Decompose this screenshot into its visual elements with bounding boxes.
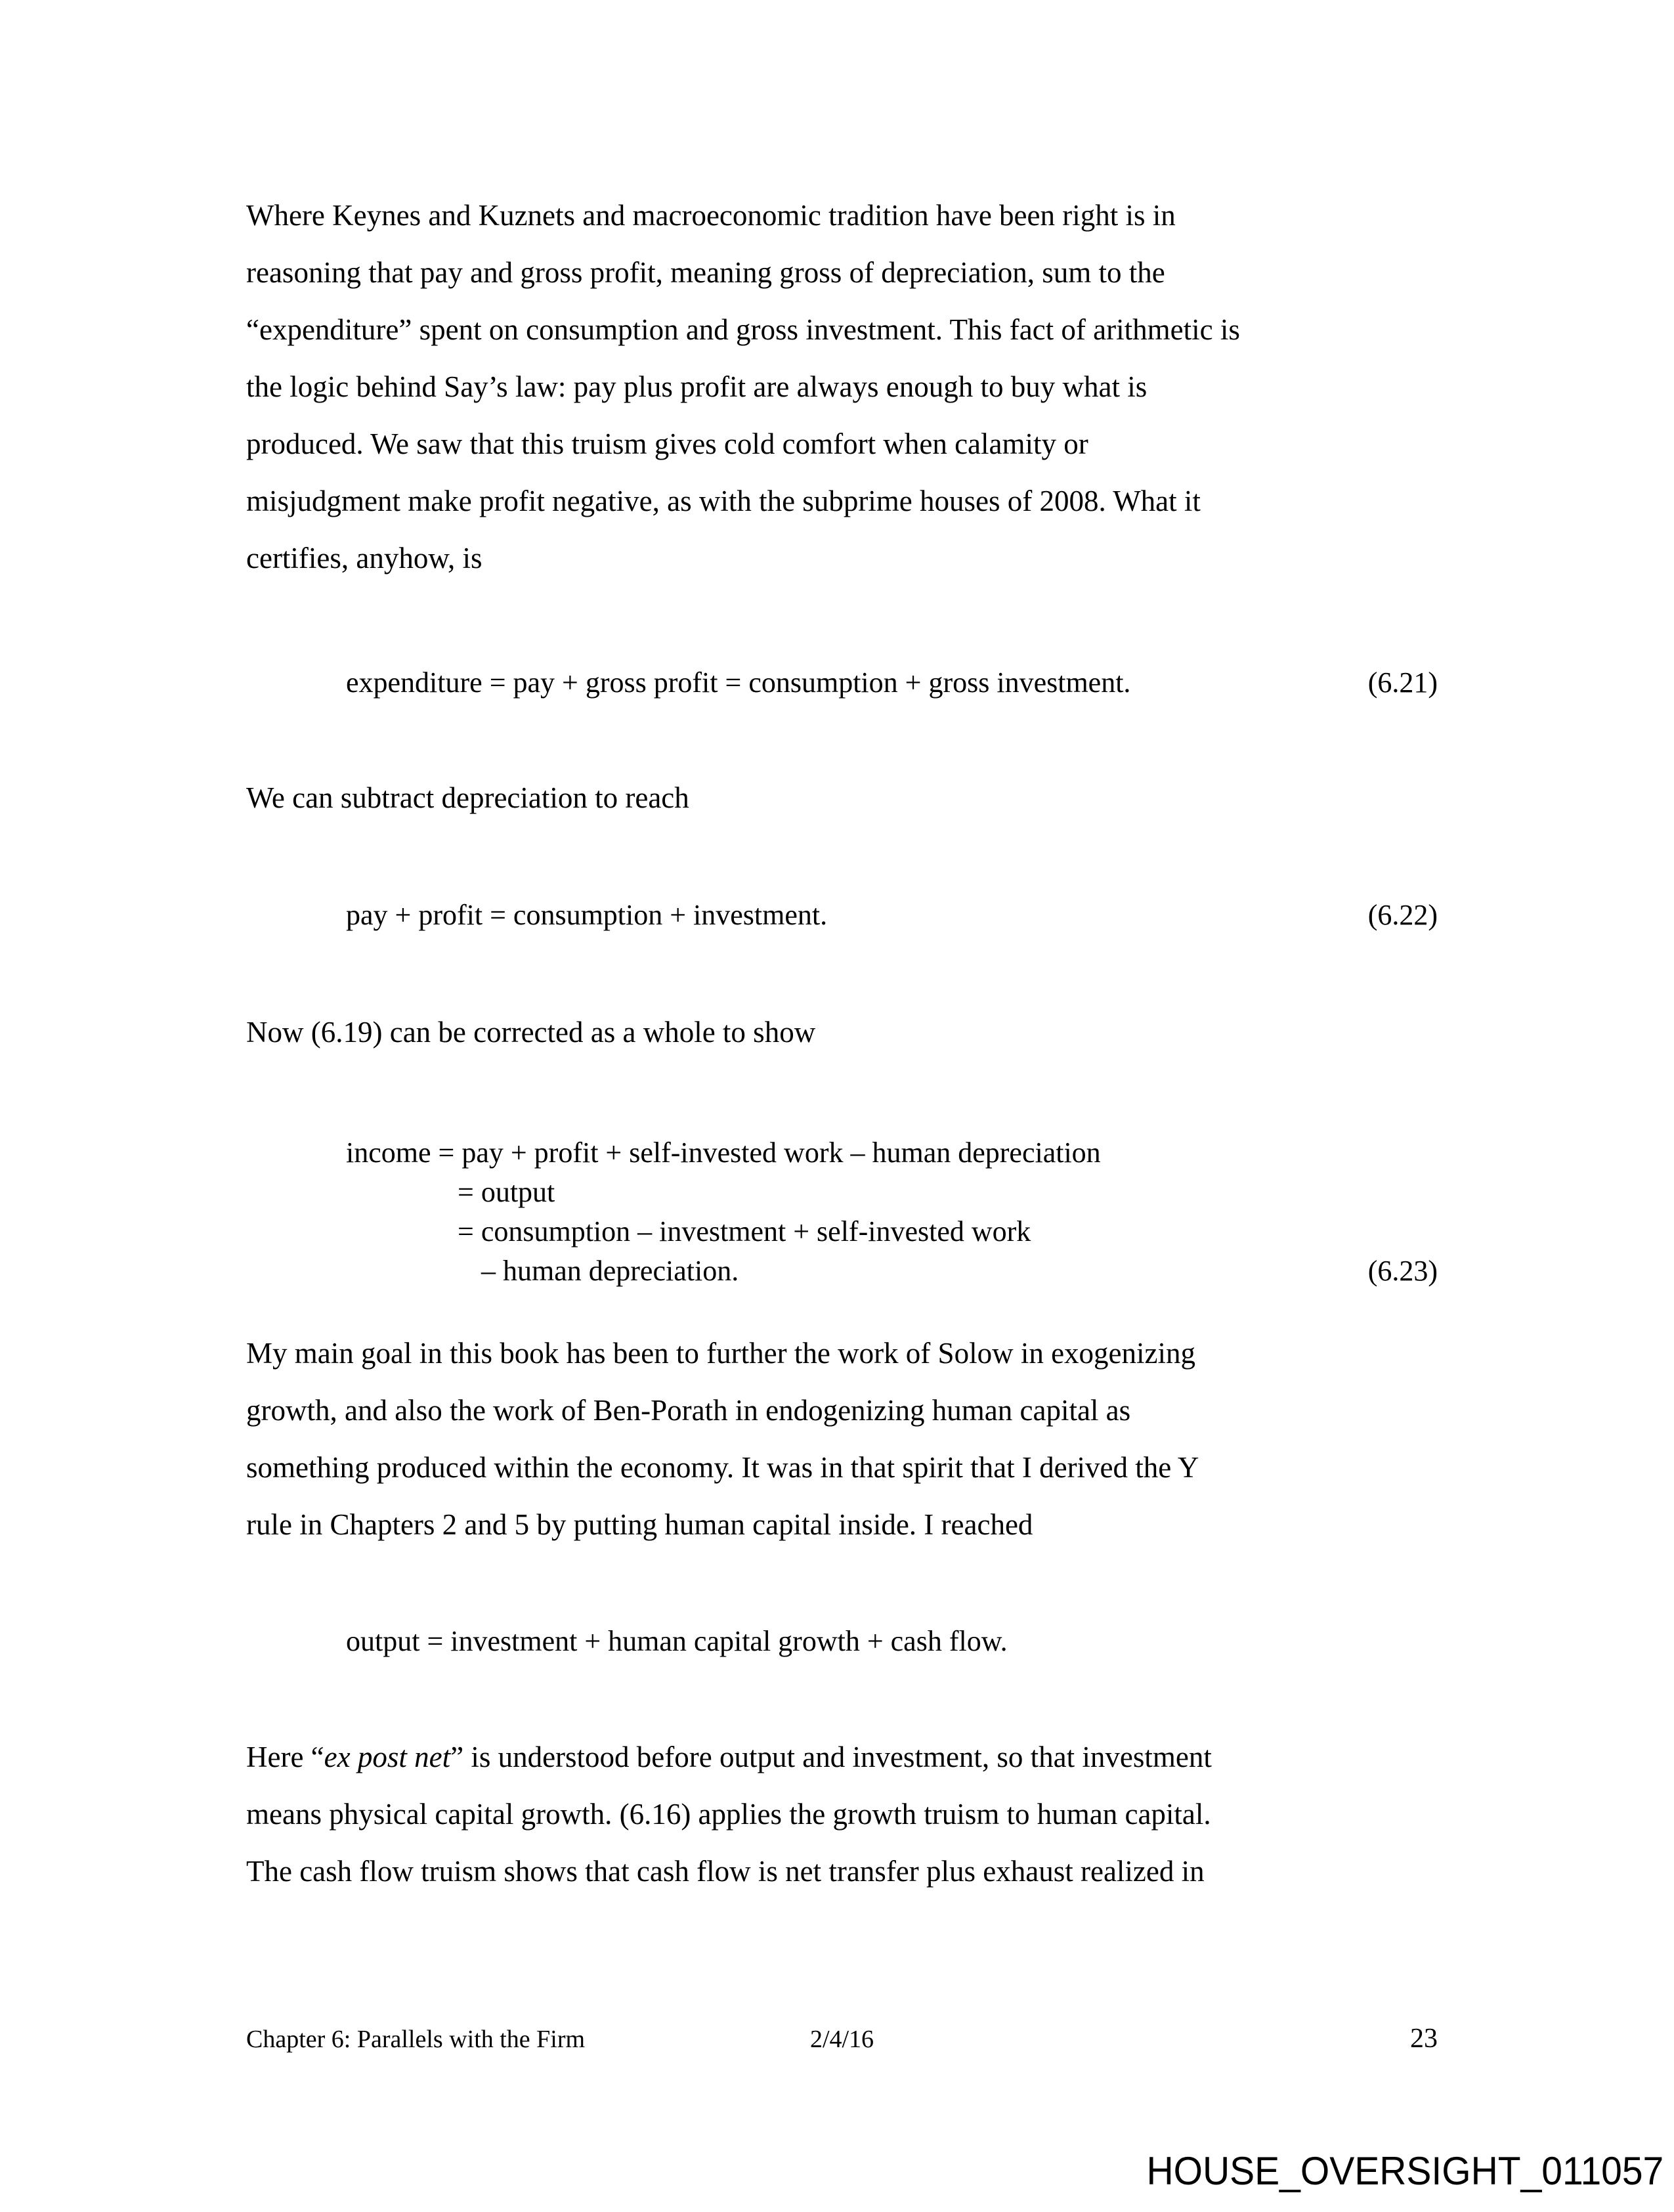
paragraph-text: Here “	[246, 1741, 324, 1773]
italic-phrase: ex post net	[324, 1741, 451, 1773]
equation-6-23-line4: – human depreciation.	[481, 1255, 739, 1287]
equation-6-23-line2: = output	[458, 1176, 555, 1208]
paragraph-subtract-depreciation	[246, 770, 1438, 827]
equation-output-body: output = investment + human capital growth + cash flow.	[346, 1625, 1008, 1657]
paragraph-line: rule in Chapters 2 and 5 by putting human capital inside. I reached	[246, 1508, 1033, 1541]
equation-6-21	[246, 654, 1438, 711]
equation-6-22-number: (6.22)	[1367, 899, 1438, 931]
paragraph-line: Now (6.19) can be corrected as a whole to show	[246, 1016, 816, 1049]
equation-6-21-number: (6.21)	[1367, 666, 1438, 699]
paragraph-line: We can subtract depreciation to reach	[246, 781, 689, 814]
equation-6-22-body: pay + profit = consumption + investment.	[346, 899, 828, 931]
paragraph-line: produced. We saw that this truism gives cold comfort when calamity or	[246, 427, 1088, 460]
paragraph-now-619	[246, 1004, 1438, 1061]
paragraph-line: means physical capital growth. (6.16) applies the growth truism to human capital.	[246, 1798, 1211, 1831]
paragraph-line: The cash flow truism shows that cash flow is net transfer plus exhaust realized in	[246, 1855, 1205, 1888]
paragraph-line: the logic behind Say’s law: pay plus profit are always enough to buy what is	[246, 370, 1148, 403]
page-footer	[246, 2022, 1438, 2056]
equation-6-23-number: (6.23)	[1367, 1255, 1438, 1287]
paragraph-line: something produced within the economy. It was in that spirit that I derived the Y	[246, 1451, 1199, 1484]
equation-6-23	[246, 1133, 1438, 1291]
equation-6-23-line1: income = pay + profit + self-invested work – human depreciation	[346, 1137, 1101, 1169]
paragraph-line: certifies, anyhow, is	[246, 542, 483, 575]
footer-chapter-title: Chapter 6: Parallels with the Firm	[246, 2026, 586, 2053]
paragraph-ex-post-net	[246, 1729, 1438, 1900]
paragraph-line: My main goal in this book has been to further the work of Solow in exogenizing	[246, 1337, 1195, 1370]
paragraph-line: Where Keynes and Kuznets and macroeconomic tradition have been right is in	[246, 199, 1176, 232]
footer-page-number: 23	[1410, 2024, 1438, 2054]
paragraph-line	[246, 1729, 1438, 1786]
bates-stamp-watermark: HOUSE_OVERSIGHT_011057	[1146, 2149, 1663, 2193]
paragraph-line: growth, and also the work of Ben-Porath in endogenizing human capital as	[246, 1394, 1131, 1427]
footer-date: 2/4/16	[809, 2026, 874, 2053]
equation-6-23-line3: = consumption – investment + self-invested work	[458, 1215, 1031, 1247]
equation-6-21-body: expenditure = pay + gross profit = consumption + gross investment.	[346, 666, 1131, 699]
paragraph-keynes-kuznets	[246, 187, 1438, 587]
paragraph-main-goal	[246, 1325, 1438, 1553]
paragraph-line: reasoning that pay and gross profit, meaning gross of depreciation, sum to the	[246, 256, 1165, 289]
paragraph-line: misjudgment make profit negative, as with the subprime houses of 2008. What it	[246, 485, 1201, 517]
equation-6-22	[246, 886, 1438, 943]
paragraph-line: “expenditure” spent on consumption and gross investment. This fact of arithmetic is	[246, 313, 1240, 346]
equation-output	[246, 1613, 1438, 1670]
paragraph-text: ” is understood before output and investment, so that investment	[450, 1741, 1212, 1773]
